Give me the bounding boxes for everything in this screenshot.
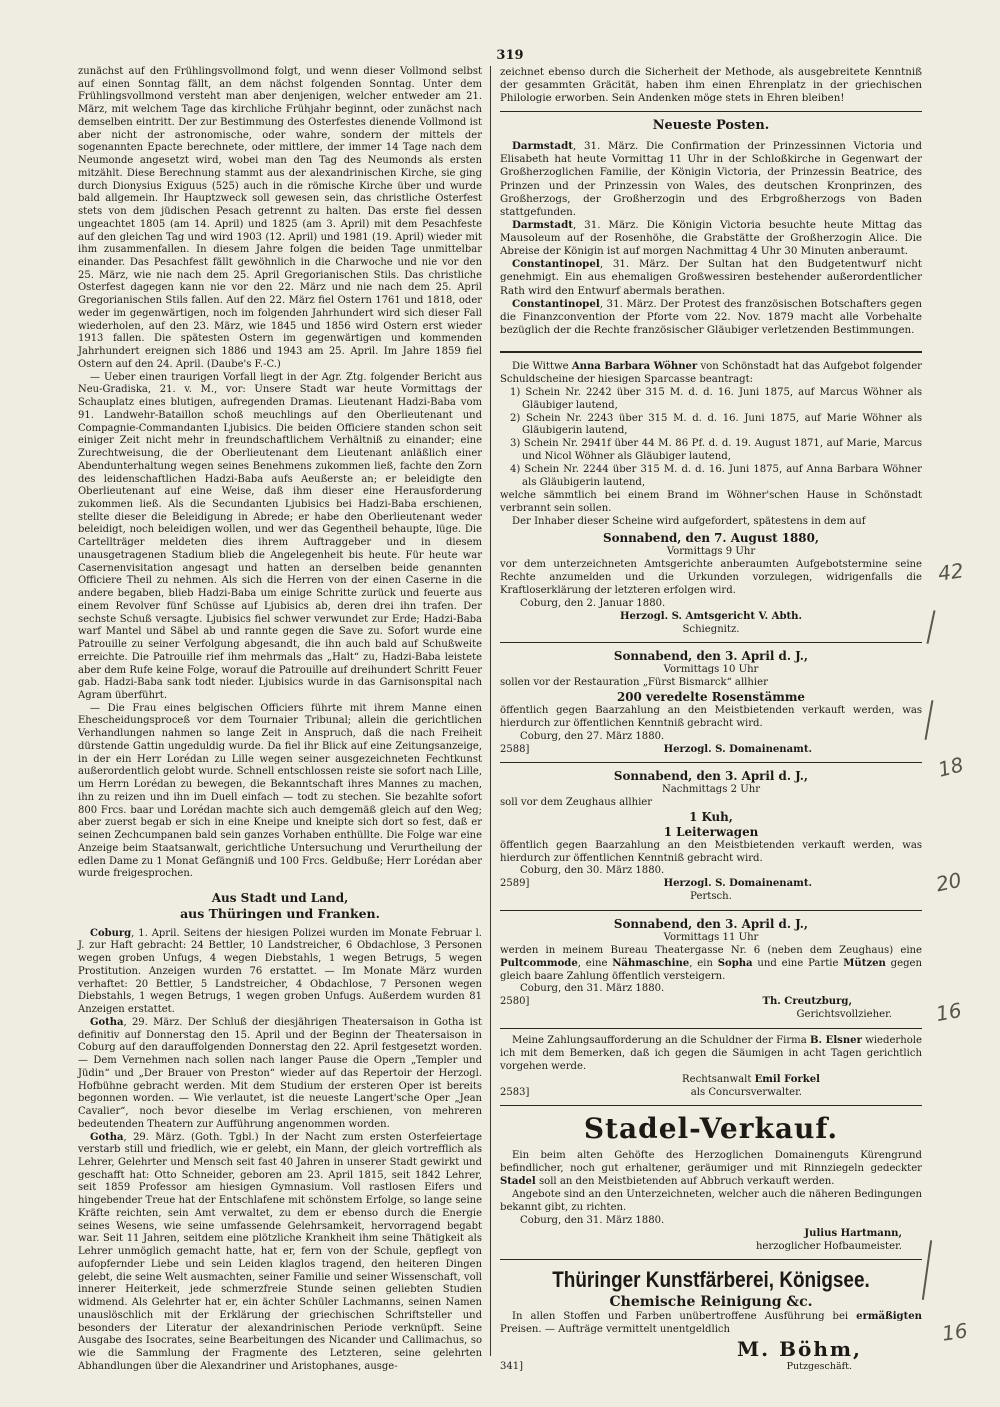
- ad-signer: Herzogl. S. Domainenamt.: [663, 878, 812, 890]
- ad-text: , ein: [689, 957, 718, 969]
- ad-text: soll vor dem Zeughaus allhier: [500, 797, 653, 809]
- ad-list-item: 2) Schein Nr. 2243 über 315 M. d. d. 16. Juni 1875, auf Marie Wöhner als Gläubigerin lautend,: [510, 412, 922, 437]
- ad-text: wiederhole ich mit dem Bemerken, daß ich gegen die Säumigen in acht Tagen gerichtlich vorgehen werde.: [500, 1035, 922, 1072]
- ad-text: werden in meinem Bureau Theatergasse Nr. 6 (neben dem Zeughaus) eine: [500, 944, 922, 956]
- easter-article: zunächst auf den Frühlingsvollmond folgt, und wenn dieser Vollmond selbst auf einen Sonntag fällt, an dem nächst folgenden Sonntag. Unter dem Frühlingsvollmond versteht man aber denjenigen, welcher entweder am 21. März, mit welchem Tage das kirchliche Frühjahr beginnt, oder zunächst nach demselben eintritt. Der zur Bestimmung des Osterfestes dienende Vollmond ist aber nicht der astronomische, oder wahre, sondern der mittels der sogenannten Epacte berechnete, oder mittlere, der immer 14 Tage nach dem Neumonde angesetzt wird, wobei man den Tag des Neumonds als ersten mitzählt. Diese Berechnung stammt aus der alexandrinischen Kirche, sie ging durch Dionysius Exiguus (525) auch in die römische Kirche über und wurde bald allgemein. Ihr Hauptzweck soll gewesen sein, das christliche Osterfest stets von dem jüdischen Pesach getrennt zu halten. Das erste fiel dessen ungeachtet 1805 (am 14. April) und 1825 (am 3. April) mit dem Pesachfeste auf den gleichen Tag und wird 1903 (12. April) und 1981 (19. April) wieder mit ihm zusammenfallen. In diesem Jahre folgen die beiden Tage unmittelbar einander. Das Pesachfest fällt gewöhnlich in die Charwoche und nie vor den 25. März, wie nie nach dem 25. April Gregorianischen Stils. Das christliche Osterfest dagegen kann nie vor den 22. März und nie nach dem 25. April Gregorianischen Stils fallen. Auf den 22. März fiel Ostern 1761 und 1818, oder weder im gegenwärtigen, noch im folgenden Jahrhundert wird sich dieser Fall wiederholen, auf den 23. März, wie 1845 und 1856 wird Ostern erst wieder 1913 fallen. Die spätesten Ostern im gegenwärtigen und kommenden Jahrhundert ereignen sich 1886 und 1943 am 25. April. Im Jahre 1859 fiel Ostern auf den 24. April. (Daube's F.-C.): [78, 66, 482, 370]
- gotha-theatre-text: , 29. März. Der Schluß der diesjährigen Theatersaison in Gotha ist definitiv auf Donnerstag den 15. April und der Beginn der Theatersaison in Coburg auf den darauffolgenden Donnerstag den 22. April festgesetzt worden. — Dem Vernehmen nach sollen nach langer Pause die Opern „Templer und Jüdin“ und „Der Brauer von Preston“ wieder auf das Repertoir der Herzogl. Hofbühne gebracht werden. Mit dem Studium der ersteren Oper ist bereits begonnen worden. — Wie verlautet, ist die neueste Langert'sche Oper „Jean Cavalier“, noch bevor dieselbe im Verlag erschienen, von mehreren bedeutenden Theatern zur Aufführung angenommen worden.: [78, 1016, 482, 1130]
- ad-versteigerung: [500, 917, 922, 1022]
- ad-date: Sonnabend, den 7. August 1880,: [603, 531, 819, 546]
- news-item: [500, 298, 922, 337]
- gotha-place: Gotha: [90, 1131, 124, 1143]
- ad-text: soll an den Meistbietenden auf Abbruch verkauft werden.: [535, 1176, 835, 1188]
- ad-time: Vormittags 11 Uhr: [663, 931, 759, 943]
- ad-kunstfaerberei: [500, 1266, 922, 1374]
- ad-time: Vormittags 10 Uhr: [663, 664, 759, 676]
- ad-text: welche sämmtlich bei einem Brand im Wöhner'schen Hause in Schönstadt verbrannt sein sollen.: [500, 489, 922, 514]
- ad-signer: Julius Hartmann,: [804, 1227, 902, 1239]
- ad-item: 1 Leiterwagen: [663, 824, 759, 839]
- ad-headline: Stadel-Verkauf.: [583, 1112, 839, 1146]
- ad-text: [500, 945, 922, 984]
- ad-headline: Thüringer Kunstfärberei, Königsee.: [552, 1267, 870, 1293]
- coburg-text: , 1. April. Seitens der hiesigen Polizei wurden im Monate Februar l. J. zur Haft gebracht: 24 Bettler, 10 Landstreicher, 6 Obdachlose, 3 Personen wegen groben Unfugs, 4 wegen Diebstahls, 1 wegen Betrugs, 5 wegen Prostitution. Anzeigen wurden 76 erstattet. — Im Monate März wurden verhaftet: 20 Bettler, 5 Landstreicher, 4 Obdachlose, 7 Personen wegen Diebstahls, 1 wegen Betrugs, 1 wegen groben Unfugs. Außerdem wurden 81 Anzeigen erstattet.: [78, 927, 482, 1016]
- gotha-place: Gotha: [90, 1016, 124, 1028]
- ad-name: Anna Barbara Wöhner: [571, 361, 698, 373]
- ad-time: Nachmittags 2 Uhr: [661, 784, 761, 796]
- divider: [500, 1028, 922, 1029]
- news-place: Darmstadt: [512, 218, 574, 231]
- ad-item: Stadel: [500, 1176, 536, 1188]
- news-heading: Neueste Posten.: [652, 118, 770, 134]
- news-text: , 31. März. Der Protest des französischen Botschafters gegen die Finanzconvention der Pforte vom 22. Nov. 1879 macht alle Vorbehalte bezüglich der die Rechte französischer Gläubiger verletzenden Bestimmungen.: [500, 297, 922, 336]
- ad-footer: [500, 1087, 922, 1100]
- divider: [500, 910, 922, 911]
- divider: [500, 111, 922, 112]
- ad-intro: [500, 361, 922, 387]
- divider: [500, 642, 922, 643]
- gotha-obituary-article: [78, 1132, 482, 1374]
- news-text: , 31. März. Die Königin Victoria besuchte heute Mittag das Mausoleum auf der Rosenhöhe, die Grabstätte der Großherzogin Alice. Die Abreise der Königin ist auf morgen Nachmittag 4 Uhr 30 Minuten anberaumt.: [500, 218, 922, 258]
- ad-place-date: Coburg, den 27. März 1880.: [520, 730, 665, 742]
- section-subheading: aus Thüringen und Franken.: [180, 906, 380, 922]
- ad-signer: Th. Creutzburg,: [762, 996, 852, 1008]
- ad-text: und eine Partie: [752, 957, 844, 969]
- section-heading: Aus Stadt und Land,: [211, 891, 349, 905]
- ad-place-date: Coburg, den 31. März 1880.: [520, 1214, 665, 1226]
- ad-aufgebot: [500, 361, 922, 636]
- ad-text: Meine Zahlungsaufforderung an die Schuldner der Firma: [512, 1035, 811, 1046]
- ad-text: gegen gleich baare Zahlung öffentlich versteigern.: [500, 957, 922, 982]
- ad-signer: [500, 1074, 922, 1087]
- ad-footer: [500, 744, 922, 757]
- ad-text: Der Inhaber dieser Scheine wird aufgefordert, spätestens in dem auf: [512, 515, 866, 527]
- ad-kuh: [500, 769, 922, 904]
- column-divider: [490, 66, 491, 1356]
- ad-text: [500, 1035, 922, 1074]
- news-text: , 31. März. Der Sultan hat den Budgetentwurf nicht genehmigt. Ein aus ehemaligen Großwessiren bestehender außerordentlicher Rath wird den Entwurf abermals berathen.: [500, 258, 922, 297]
- ad-ref: 2589]: [500, 878, 530, 890]
- ad-text: [500, 1150, 922, 1189]
- ad-firm: B. Elsner: [810, 1035, 862, 1046]
- ad-zahlungsaufforderung: [500, 1035, 922, 1099]
- coburg-place: Coburg: [90, 927, 132, 939]
- divider: [500, 351, 922, 353]
- pencil-stroke: [926, 610, 935, 644]
- ad-signer-sub: Putzgeschäft.: [786, 1361, 852, 1373]
- ad-ref: 2583]: [500, 1086, 530, 1098]
- gotha-theatre-article: [78, 1017, 482, 1132]
- right-column: [500, 66, 922, 1374]
- ad-footer: [500, 878, 922, 891]
- ad-text: Preisen. — Aufträge vermittelt unentgeldlich: [500, 1324, 731, 1336]
- ad-text: vor dem unterzeichneten Amtsgerichte anberaumten Aufgebotstermine seine Rechte anzumelden und die Urkunden vorzulegen, widrigenfalls die Kraftloserklärung der letzteren erfolgen wird.: [500, 559, 922, 596]
- obituary-continuation: zeichnet ebenso durch die Sicherheit der Methode, als ausgebreitete Kenntniß der gesammten Gräcität, haben ihm einen Ehrenplatz in der griechischen Philologie erworben. Sein Andenken möge stets in Ehren bleiben!: [500, 66, 922, 105]
- ad-text: , eine: [577, 957, 613, 969]
- ad-signer: Herzogl. S. Domainenamt.: [663, 743, 812, 755]
- ad-subhead: Chemische Reinigung &c.: [609, 1294, 813, 1311]
- ad-date: Sonnabend, den 3. April d. J.,: [613, 769, 809, 784]
- ad-place-date: Coburg, den 30. März 1880.: [520, 865, 665, 877]
- ad-ref: 2588]: [500, 743, 530, 755]
- pencil-note: 42: [936, 558, 965, 586]
- belgian-article: — Die Frau eines belgischen Officiers führte mit ihrem Manne einen Ehescheidungsproceß vor dem Tournaier Tribunal; allein die gerichtlichen Verhandlungen nahmen so lange Zeit in Anspruch, daß die nach Freiheit dürstende Gattin ungeduldig wurde. Da fiel ihr Blick auf eine Zeitungsanzeige, in der ein Herr Lorédan zu Lille wegen seiner ausgezeichneten Fechtkunst außerordentlich gelobt wurde. Schnell entschlossen reiste sie sofort nach Lille, um Herrn Lorédan zu bewegen, die Bekanntschaft ihres Mannes zu machen, ihn zu reizen und ihn im Duell einfach — todt zu stechen. Sie bezahlte sofort 800 Frcs. baar und Lorédan machte sich auch demgemäß gleich auf den Weg; aber zuerst begab er sich in eine Kneipe und kneipte sich dort so fest, daß er seinen Zechcumpanen bald sein ganzes Vorhaben enthüllte. Die Folge war eine Anzeige beim Staatsanwalt, gerichtliche Untersuchung und Verurtheilung der edlen Dame zu 1 Monat Gefängniß und 100 Frcs. Geldbuße; Herr Lorédan aber wurde freigesprochen.: [78, 702, 482, 880]
- ad-signer: Herzogl. S. Amtsgericht V. Abth.: [620, 610, 802, 622]
- ad-text: Ein beim alten Gehöfte des Herzoglichen Domainenguts Kürengrund befindlicher, noch gut erhaltener, geräumiger und mit Rinnziegeln gedeckter: [500, 1150, 922, 1175]
- ad-footer: [500, 1361, 922, 1374]
- divider: [500, 1105, 922, 1106]
- ad-date: Sonnabend, den 3. April d. J.,: [613, 649, 809, 664]
- ad-signer-sub: herzoglicher Hofbaumeister.: [755, 1240, 902, 1252]
- ad-signer-sub: Gerichtsvollzieher.: [796, 1009, 892, 1021]
- gotha-obituary-text: , 29. März. (Goth. Tgbl.) In der Nacht zum ersten Osterfeiertage verstarb still und friedlich, wie er gelebt, ein Mann, der gleich vortrefflich als Lehrer, Gelehrter und Mensch seit fast 40 Jahren in unserer Stadt gewirkt und geschafft hat: Otto Schneider, geboren am 23. April 1815, seit 1842 Lehrer, seit 1859 Professor am hiesigen Gymnasium. Voll rastlosen Eifers und hingebender Treue hat der Entschlafene mit schönstem Erfolge, so lange seine Kräfte reichten, sein Amt verwaltet, zu dem er ebenso durch die Energie seines Wesens, wie seine umfassende Gelehrsamkeit, hervorragend begabt war. Seit 11 Jahren, seitdem eine plötzliche Krankheit ihm seine Thätigkeit als Lehrer unmöglich gemacht hatte, hat er, fern von der Schule, gepflegt von aufopfernder Liebe und sein Leiden klaglos tragend, den heiteren Dingen gelebt, die seine Welt ausmachten, seiner Familie und seiner Wissenschaft, voll innerer Heiterkeit, jede schmerzfreie Stunde seinen geliebten Studien widmend. Als Gelehrter hat er, ein ächter Schüler Lachmanns, seinen Namen unauslöschlich mit der Erklärung der griechischen Schriftsteller und besonders der Literatur der alexandrinischen Periode verknüpft. Seine Ausgabe des Isocrates, seine Bearbeitungen des Nicander und Callimachus, so wie die Sammlung der Fragmente des Letzteren, seine gelehrten Abhandlungen über die Alexandriner und Aristophanes, ausge-: [78, 1131, 482, 1372]
- ad-text: öffentlich gegen Baarzahlung an den Meistbietenden verkauft werden, was hierdurch zur öffentlichen Kenntniß gebracht wird.: [500, 839, 922, 864]
- gradiska-article: — Ueber einen traurigen Vorfall liegt in der Agr. Ztg. folgender Bericht aus Neu-Gradiska, 21. v. M., vor: Unsere Stadt war heute Vormittags der Schauplatz eines blutigen, aufregenden Dramas. Lieutenant Hadzi-Baba vom 91. Landwehr-Bataillon schoß meuchlings auf den Oberlieutenant und Compagnie-Commandanten Ljubisics. Die beiden Officiere standen schon seit einiger Zeit nicht mehr in freundschaftlichem Verhältniß zu einander; eine Zurechtweisung, die der Oberlieutenant dem Lieutenant anläßlich einer Abendunterhaltung wegen seines Benehmens zukommen ließ, fachte den Zorn des leidenschaftlichen Hadzi-Baba aufs Aeußerste an; er beleidigte den Oberlieutenant auf eine Weise, daß ihm dieser eine Herausforderung zukommen ließ. Als die Secundanten Ljubisics bei Hadzi-Baba erschienen, stellte dieser die Beleidigung in Abrede; er habe den Oberlieutenant weder beleidigt, noch beleidigen wollen, und wer das Gegentheil behaupte, lüge. Die Cartellträger meldeten dies ihrem Auftraggeber und in diesem unausgetragenen Stadium blieb die Angelegenheit bis heute. Für heute war Casernenvisitation angesagt und hatten an derselben beide genannten Officiere Theil zu nehmen. Als sich die Herren von der einen Caserne in die andere begaben, blieb Hadzi-Baba um einige Schritte zurück und feuerte aus einem Revolver fünf Schüsse auf Ljubisics ab, deren drei ihn trafen. Der sechste Schuß versagte. Ljubisics fiel schwer verwundet zur Erde; Hadzi-Baba warf Mantel und Säbel ab und rannte gegen die Save zu. Sofort wurde eine Patrouille zu seiner Verfolgung abgesandt, die ihn auch bald auf Schußweite erreichte. Die Patrouille rief ihm mehrmals das „Halt“ zu, Hadzi-Baba leistete aber dem Rufe keine Folge, worauf die Patrouille auf dreihundert Schritt Feuer gab. Hadzi-Baba sank todt nieder. Ljubisics wurde in das Garnisonspital nach Agram überführt.: [78, 371, 482, 701]
- ad-item: 200 veredelte Rosenstämme: [617, 690, 805, 705]
- ad-ref: 2580]: [500, 996, 530, 1008]
- ad-rosen: [500, 649, 922, 756]
- ad-text: In allen Stoffen und Farben unübertroffene Ausführung bei: [512, 1311, 857, 1323]
- divider: [500, 762, 922, 763]
- ad-date: Sonnabend, den 3. April d. J.,: [613, 917, 809, 932]
- ad-text: [500, 1311, 922, 1337]
- ad-text: Angebote sind an den Unterzeichneten, welcher auch die näheren Bedingungen bekannt gibt, zu richten.: [500, 1189, 923, 1213]
- ad-text: von Schönstadt hat das Aufgebot folgender Schuldscheine der hiesigen Sparcasse beantragt:: [500, 361, 922, 385]
- ad-list-item: 3) Schein Nr. 2941f über 44 M. 86 Pf. d. d. 19. August 1871, auf Marie, Marcus und Nicol Wöhner als Gläubiger lautend,: [510, 438, 922, 463]
- ad-text: Die Wittwe: [512, 361, 572, 373]
- ad-list-item: 1) Schein Nr. 2242 über 315 M. d. d. 16. Juni 1875, auf Marcus Wöhner als Gläubiger lautend,: [510, 386, 922, 411]
- news-text: , 31. März. Die Confirmation der Prinzessinnen Victoria und Elisabeth hat heute Vormittag 11 Uhr in der Schloßkirche in Gegenwart der Großherzoglichen Familie, der Königin Victoria, der Prinzessin Beatrice, des Prinzen und der Prinzessin von Wales, des deutschen Kronprinzen, des Großherzogs, der Großherzogin und des Erbgroßherzogs von Baden stattgefunden.: [500, 140, 922, 218]
- pencil-stroke: [922, 1240, 932, 1300]
- ad-signer: M. Böhm,: [737, 1337, 862, 1362]
- news-item: [500, 219, 922, 258]
- news-place: Constantinopel: [512, 258, 600, 271]
- news-place: Darmstadt: [512, 140, 574, 153]
- ad-text: Rechtsanwalt: [682, 1073, 755, 1085]
- ad-item: Pultcommode: [500, 957, 578, 969]
- news-item: [500, 140, 922, 219]
- ad-signer-sub: Schiegnitz.: [682, 623, 740, 635]
- ad-signer-name: Emil Forkel: [754, 1073, 820, 1085]
- news-item: [500, 258, 922, 297]
- ad-place-date: Coburg, den 2. Januar 1880.: [520, 597, 666, 609]
- pencil-note: 18: [935, 752, 966, 782]
- news-place: Constantinopel: [512, 297, 600, 310]
- page-number: 319: [496, 48, 524, 63]
- ad-list-item: 4) Schein Nr. 2244 über 315 M. d. d. 16. Juni 1875, auf Anna Barbara Wöhner als Gläubigerin lautend,: [510, 464, 922, 488]
- ad-signer-sub: als Concursverwalter.: [690, 1086, 802, 1098]
- ad-text: sollen vor der Restauration „Fürst Bismarck“ allhier: [500, 677, 768, 689]
- ad-stadel: [500, 1112, 922, 1253]
- ad-text: ermäßigten: [856, 1311, 922, 1323]
- ad-ref: 341]: [500, 1361, 523, 1373]
- pencil-note: 20: [933, 867, 964, 897]
- ad-time: Vormittags 9 Uhr: [666, 546, 756, 558]
- left-column: [78, 66, 482, 1373]
- divider: [500, 1259, 922, 1260]
- ad-place-date: Coburg, den 31. März 1880.: [520, 983, 665, 995]
- pencil-note: 16: [940, 1318, 969, 1346]
- ad-item: Mützen: [843, 957, 886, 969]
- coburg-article: [78, 928, 482, 1017]
- ad-item: Sopha: [717, 957, 753, 969]
- ad-text: öffentlich gegen Baarzahlung an den Meistbietenden verkauft werden, was hierdurch zur öffentlichen Kenntniß gebracht wird.: [500, 704, 922, 729]
- pencil-stroke: [925, 700, 933, 740]
- pencil-note: 16: [934, 997, 964, 1027]
- ad-item: Nähmaschine: [612, 957, 690, 969]
- ad-footer: [500, 996, 922, 1009]
- ad-signer-sub: Pertsch.: [690, 891, 732, 903]
- ad-item: 1 Kuh,: [689, 809, 733, 824]
